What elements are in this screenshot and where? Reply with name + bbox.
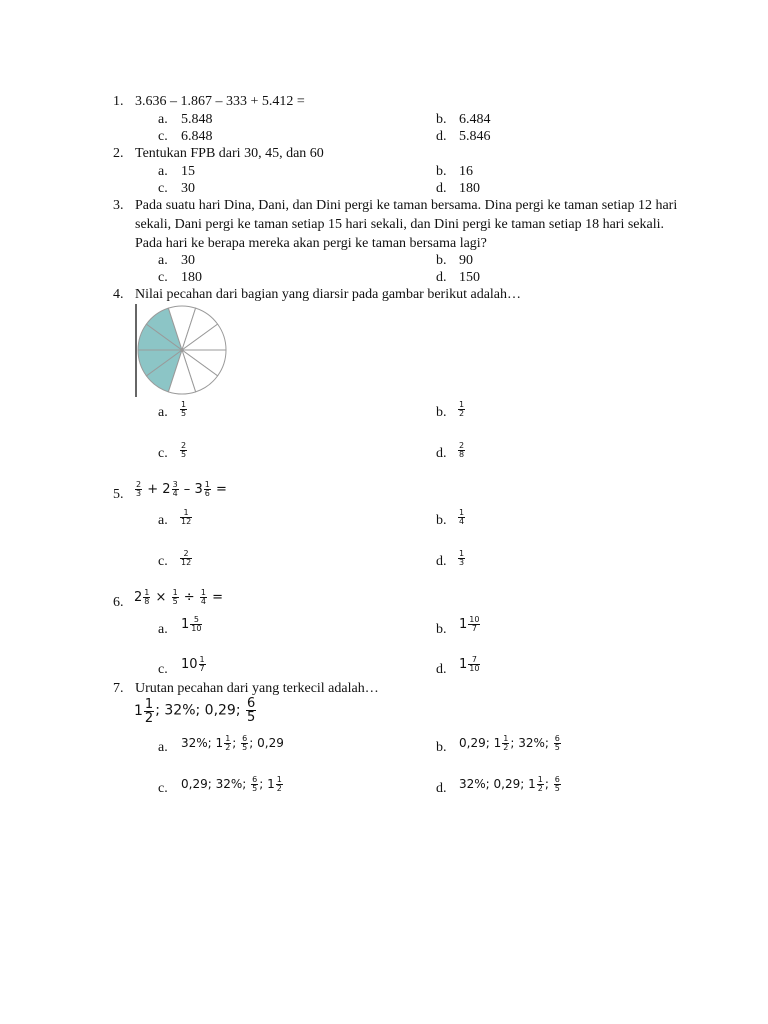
q6-expression: 2 $\frac{1}{8}$ × $\frac{1}{5}$ ÷ $\frac{1}{4}$ =	[134, 588, 223, 606]
q6-option-d-letter: d.	[436, 662, 447, 677]
q6-option-b-letter: b.	[436, 622, 447, 637]
q2-option-b-text: 16	[459, 164, 473, 179]
q2-option-d-letter: d.	[436, 181, 447, 196]
q4-option-b-letter: b.	[436, 405, 447, 420]
q7-number-list: 1 $\frac{1}{2}$ ; 32%; 0,29; $\frac{6}{5}$	[134, 696, 256, 726]
q1-option-d-letter: d.	[436, 129, 447, 144]
q2-option-a-letter: a.	[158, 164, 168, 179]
q1-option-c-letter: c.	[158, 129, 168, 144]
q5-option-d-fraction: $\frac{1}{3}$	[459, 548, 465, 567]
q3-option-b-text: 90	[459, 253, 473, 268]
shaded-circle-figure	[134, 302, 230, 398]
q5-option-c-fraction: $\frac{2}{12}$	[181, 548, 192, 567]
q3-option-c-text: 180	[181, 270, 202, 285]
q4-option-b-fraction: $\frac{1}{2}$	[459, 399, 465, 418]
q4-option-a-fraction: $\frac{1}{5}$	[181, 399, 187, 418]
q5-option-a-letter: a.	[158, 513, 168, 528]
q7-option-d-letter: d.	[436, 781, 447, 796]
q6-number: 6.	[113, 595, 124, 610]
q4-option-d-letter: d.	[436, 446, 447, 461]
q2-option-c-letter: c.	[158, 181, 168, 196]
q4-option-c-letter: c.	[158, 446, 168, 461]
q5-option-d-letter: d.	[436, 554, 447, 569]
q7-option-b-sequence: 0,29; 1 $\frac{1}{2}$ ; 32%; $\frac{6}{5}$	[459, 734, 560, 752]
q3-option-a-letter: a.	[158, 253, 168, 268]
q1-text: 3.636 – 1.867 – 333 + 5.412 =	[135, 94, 305, 109]
q6-option-a-value: 1 $\frac{5}{10}$	[181, 615, 202, 633]
q3-option-c-letter: c.	[158, 270, 168, 285]
q7-option-a-letter: a.	[158, 740, 168, 755]
q5-option-c-letter: c.	[158, 554, 168, 569]
q7-option-c-sequence: 0,29; 32%; $\frac{6}{5}$ ; 1 $\frac{1}{2}$	[181, 775, 282, 793]
q5-option-b-letter: b.	[436, 513, 447, 528]
q7-option-c-letter: c.	[158, 781, 168, 796]
q6-option-c-letter: c.	[158, 662, 168, 677]
q7-option-a-sequence: 32%; 1 $\frac{1}{2}$ ; $\frac{6}{5}$ ; 0,29	[181, 734, 284, 752]
q3-text-line-2: sekali, Dani pergi ke taman setiap 15 hari sekali, dan Dini pergi ke taman setiap 18 hari sekali.	[135, 217, 664, 232]
q4-option-a-letter: a.	[158, 405, 168, 420]
q3-text-line-3: Pada hari ke berapa mereka akan pergi ke taman bersama lagi?	[135, 236, 487, 251]
pie-slices	[138, 306, 226, 394]
q4-text: Nilai pecahan dari bagian yang diarsir pada gambar berikut adalah…	[135, 287, 522, 302]
q1-option-a-letter: a.	[158, 112, 168, 127]
q1-option-d-text: 5.846	[459, 129, 491, 144]
q2-option-b-letter: b.	[436, 164, 447, 179]
q5-number: 5.	[113, 487, 124, 502]
q6-option-a-letter: a.	[158, 622, 168, 637]
q5-option-a-fraction: $\frac{1}{12}$	[181, 507, 192, 526]
q3-option-b-letter: b.	[436, 253, 447, 268]
q5-option-b-fraction: $\frac{1}{4}$	[459, 507, 465, 526]
q2-option-a-text: 15	[181, 164, 195, 179]
q1-option-c-text: 6.848	[181, 129, 213, 144]
q6-option-d-value: 1 $\frac{7}{10}$	[459, 655, 480, 673]
q7-option-b-letter: b.	[436, 740, 447, 755]
q2-text: Tentukan FPB dari 30, 45, dan 60	[135, 146, 324, 161]
q2-option-c-text: 30	[181, 181, 195, 196]
q3-option-d-text: 150	[459, 270, 480, 285]
q1-option-a-text: 5.848	[181, 112, 213, 127]
q4-option-d-fraction: $\frac{2}{8}$	[459, 440, 465, 459]
q3-text-line-1: Pada suatu hari Dina, Dani, dan Dini pergi ke taman bersama. Dina pergi ke taman setiap 12 hari	[135, 198, 678, 213]
q5-expression: $\frac{2}{3}$ + 2 $\frac{3}{4}$ – 3 $\frac{1}{6}$ =	[136, 480, 227, 498]
q7-number: 7.	[113, 681, 124, 696]
q7-text: Urutan pecahan dari yang terkecil adalah…	[135, 681, 379, 696]
q1-option-b-letter: b.	[436, 112, 447, 127]
q4-option-c-fraction: $\frac{2}{5}$	[181, 440, 187, 459]
q6-option-c-value: 10 $\frac{1}{7}$	[181, 655, 205, 673]
q7-option-d-sequence: 32%; 0,29; 1 $\frac{1}{2}$ ; $\frac{6}{5}$	[459, 775, 560, 793]
q2-option-d-text: 180	[459, 181, 480, 196]
q3-number: 3.	[113, 198, 124, 213]
q1-option-b-text: 6.484	[459, 112, 491, 127]
q1-number: 1.	[113, 94, 124, 109]
q3-option-d-letter: d.	[436, 270, 447, 285]
q2-number: 2.	[113, 146, 124, 161]
q4-number: 4.	[113, 287, 124, 302]
q3-option-a-text: 30	[181, 253, 195, 268]
q6-option-b-value: 1 $\frac{10}{7}$	[459, 615, 480, 633]
